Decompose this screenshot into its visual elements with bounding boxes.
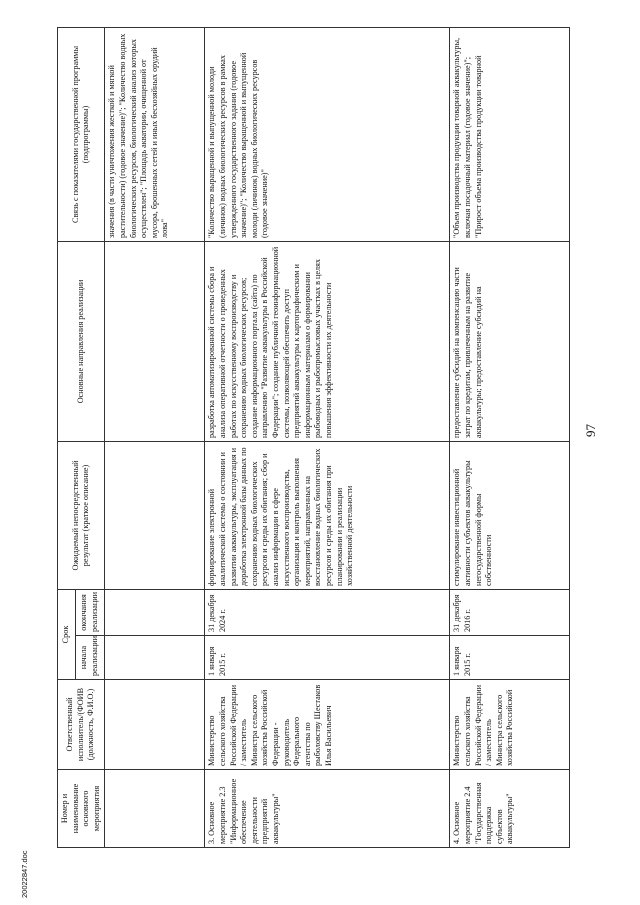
header-responsible: Ответственный исполнитель/(ФОИВ (должность, Ф.И.О.)	[58, 680, 105, 770]
header-num-name: Номер и наименование основного мероприятия	[58, 770, 105, 848]
row-result: стимулирование инвестиционной активности субъектов аквакультуры негосударственной формы собственности	[450, 441, 570, 589]
header-start: начала реализации	[75, 636, 105, 680]
row-end: 31 декабря 2024 г.	[205, 589, 450, 635]
row-responsible: Министерство сельского хозяйства Российской Федерации / заместитель Министра сельского хозяйства Российской	[450, 680, 570, 770]
header-term: Срок	[58, 589, 76, 679]
header-end: окончания реализации	[75, 589, 105, 635]
header-expected-result: Ожидаемый непосредственный результат (краткое описание)	[58, 441, 105, 589]
table-row-continuation	[105, 27, 205, 847]
row-link: "Количество выращенной и выпущенной молоди (личинок) водных биологических ресурсов в рамках утвержденного государственного задания (годовое значение)"; "Количество выращенной и выпущенной молоди (личинок) водных биологических ресурсов (годовое значение)"	[205, 27, 450, 241]
program-table	[57, 27, 570, 848]
row-responsible: Министерство сельского хозяйства Российской Федерации / заместитель Министра сельского хозяйства Российской Федерации - руководитель Федерального агентства по рыболовству Шестаков Илья Васильевич	[205, 680, 450, 770]
footer-filename: 20022847.doc	[20, 850, 29, 898]
row-number: 3.	[207, 837, 217, 844]
row-directions: предоставление субсидий на компенсацию части затрат по кредитам, привлеченным на развитие аквакультуры; предоставление субсидий на	[450, 241, 570, 441]
continuation-link-cell: значения (в части уничтожения жесткой и мягкой растительности) (годовое значение)"; "Количество водных биологических ресурсов, биологический анализ которых осуществлен"; "Площадь акватории, очищенной от мусора, брошенных сетей и иных бесхозяйных орудий лова"	[105, 27, 205, 241]
row-number: 4.	[452, 837, 462, 844]
row-number-name	[450, 770, 570, 848]
row-directions: разработка автоматизированной системы сбора и анализа оперативной отчетности о проведенных работах по искусственному воспроизводству и сохранению водных биологических ресурсов; создание информационного портала (сайта) по направлению "Развитие аквакультуры в Российской Федерации"; создание публичной геоинформационной системы, позволяющей обеспечить доступ предприятий аквакультуры к картографическим и информационным материалам о формировании рыбоводных и рыбопромысловых участках в целях повышения эффективности их деятельности	[205, 241, 450, 441]
row-start: 1 января 2015 г.	[450, 636, 570, 680]
row-name: Основное мероприятие 2.3 "Информационное обеспечение деятельности предприятий аквакультуры"	[207, 778, 280, 844]
row-link: "Объем производства продукции товарной аквакультуры, включая посадочный материал (годовое значение)"; "Прирост объема производства продукции товарной	[450, 27, 570, 241]
row-number-name	[205, 770, 450, 848]
rotated-table-container	[57, 28, 637, 848]
page-number: 97	[583, 424, 598, 437]
row-end: 31 декабря 2016 г.	[450, 589, 570, 635]
row-name: Основное мероприятие 2.4 "Государственная поддержка субъектов аквакультуры"	[452, 782, 515, 844]
header-directions: Основные направления реализации	[58, 241, 105, 441]
table-row	[450, 27, 570, 847]
row-start: 1 января 2015 г.	[205, 636, 450, 680]
table-row	[205, 27, 450, 847]
header-link-indicators: Связь с показателями государственной программы (подпрограммы)	[58, 27, 105, 241]
row-result: формирование электронной аналитической системы о состоянии и развитии аквакультуры, эксплуатация и доработка электронной базы данных по сохранению водных биологических ресурсов и среды их обитания; сбор и анализ информации в сфере искусственного воспроизводства, организация и контроль выполнения мероприятий, направленных на восстановление водных биологических ресурсов и среды их обитания при планировании и реализации хозяйственной деятельности	[205, 441, 450, 589]
